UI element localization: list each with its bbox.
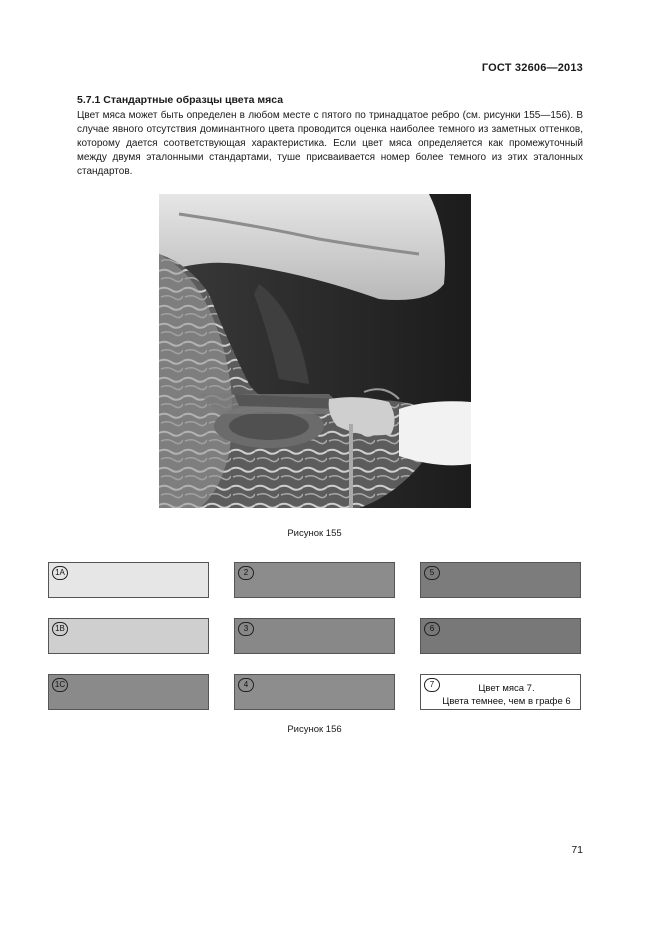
swatch-description: Цвет мяса 7. Цвета темнее, чем в графе 6 — [442, 683, 571, 707]
swatch-number: 4 — [238, 678, 254, 692]
color-swatch-2 — [234, 562, 395, 598]
color-swatch-6 — [420, 618, 581, 654]
color-swatch-5 — [420, 562, 581, 598]
color-swatch-4 — [234, 674, 395, 710]
color-swatch-1c — [48, 674, 209, 710]
swatch-number: 6 — [424, 622, 440, 636]
color-swatch-3 — [234, 618, 395, 654]
document-code: ГОСТ 32606—2013 — [481, 62, 583, 74]
color-swatch-1b — [48, 618, 209, 654]
swatch-number: 2 — [238, 566, 254, 580]
section-paragraph: Цвет мяса может быть определен в любом месте с пятого по тринадцатое ребро (см. рисунки 155—156). В случае явного отсутствия доминантного цвета проводится оценка наиболее темного из заметных оттенков, которому дается соответствующая характеристика. Если цвет мяса определяется как промежуточный между двумя эталонными стандартами, туше присваивается номер более темного из этих эталонных стандартов. — [77, 110, 583, 177]
swatch-number: 1A — [52, 566, 68, 580]
page-number: 71 — [571, 844, 583, 856]
figure-156-caption: Рисунок 156 — [287, 724, 342, 735]
swatch-number: 5 — [424, 566, 440, 580]
color-swatch-7 — [420, 674, 581, 710]
swatch-number: 1C — [52, 678, 68, 692]
figure-155-caption: Рисунок 155 — [287, 528, 342, 539]
color-swatch-1a — [48, 562, 209, 598]
swatch-number: 3 — [238, 622, 254, 636]
swatch-number: 1B — [52, 622, 68, 636]
carcass-photo-illustration — [159, 194, 471, 508]
swatch-number: 7 — [424, 678, 440, 692]
section-title: 5.7.1 Стандартные образцы цвета мяса — [77, 94, 284, 106]
figure-155-photo — [159, 194, 471, 508]
